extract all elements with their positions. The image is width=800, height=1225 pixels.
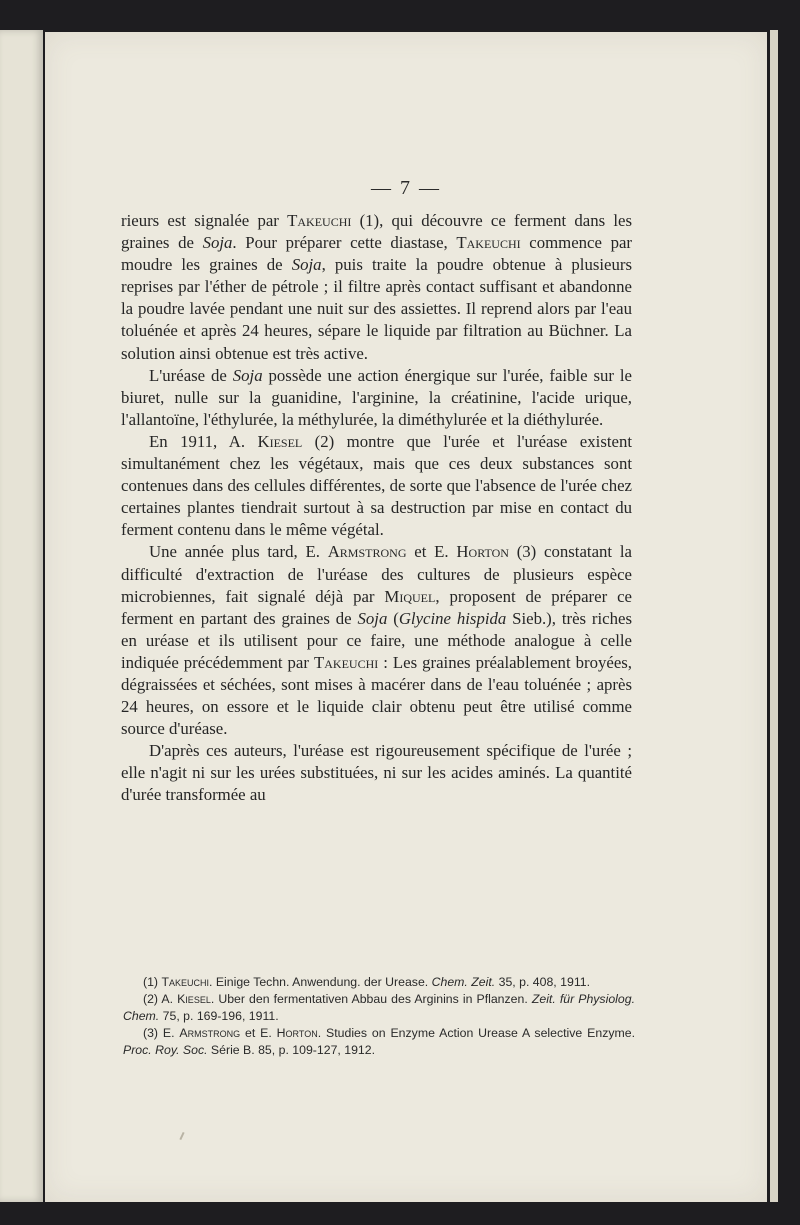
- text-run: L'uréase de: [149, 365, 233, 385]
- paragraph: [121, 740, 632, 806]
- page-number: — 7 —: [371, 177, 441, 199]
- author-name: Horton: [276, 1026, 318, 1040]
- italic-text: Glycine hispida: [398, 608, 507, 628]
- text-run: (3) constatant la difficulté d'extraction de l'uréase des cultures de plusieurs espèce microbiennes, fait signalé déjà par: [121, 542, 632, 606]
- text-run: et E.: [406, 542, 457, 562]
- italic-text: Soja: [232, 365, 263, 385]
- footnote: [123, 974, 635, 991]
- author-name: Takeuchi: [313, 652, 379, 672]
- footnote: [123, 1025, 635, 1059]
- text-run: 35, p. 408, 1911.: [495, 975, 590, 989]
- text-run: , puis traite la poudre obtenue à plusieurs reprises par l'éther de pétrole ; il filtre après contact suffisant et abandonne la poudre lavée pendant une nuit sur des assiettes. Il reprend alors par l'eau toluénée et après 24 heures, sépare le liquide par filtration au Büchner. La solution ainsi obtenue est très active.: [121, 255, 633, 363]
- italic-text: Zeit. für Physiolog. Chem.: [123, 992, 635, 1023]
- author-name: Kiesel: [257, 431, 303, 451]
- text-run: Sieb.), très riches en uréase et ils utilisent pour ce faire, une méthode analogue à celle indiquée précédemment par: [121, 608, 632, 672]
- italic-text: Proc. Roy. Soc.: [123, 1043, 208, 1057]
- text-run: . Einige Techn. Anwendung. der Urease.: [208, 975, 432, 989]
- text-run: et E.: [240, 1026, 277, 1040]
- italic-text: Soja: [291, 255, 322, 275]
- text-run: Série B. 85, p. 109-127, 1912.: [207, 1043, 376, 1057]
- author-name: Takeuchi: [161, 975, 209, 989]
- text-run: (1): [143, 975, 162, 989]
- paragraph: [121, 431, 632, 541]
- text-run: (3) E.: [143, 1026, 180, 1040]
- scan-speck: [179, 1132, 184, 1140]
- text-run: , proposent de préparer ce ferment en partant des graines de: [121, 586, 632, 628]
- text-run: D'après ces auteurs, l'uréase est rigoureusement spécifique de l'urée ; elle n'agit ni sur les urées substituées, ni sur les acides aminés. La quantité d'urée transformée au: [121, 741, 632, 805]
- author-name: Armstrong: [179, 1026, 241, 1040]
- text-run: commence par moudre les graines de: [121, 233, 632, 275]
- author-name: Takeuchi: [456, 233, 521, 253]
- footnotes: [123, 974, 635, 1059]
- facing-page-edge: [0, 30, 43, 1202]
- text-run: (2) A.: [143, 992, 178, 1006]
- text-run: rieurs est signalée par: [121, 211, 288, 230]
- author-name: Horton: [456, 542, 509, 562]
- italic-text: Chem. Zeit.: [431, 975, 496, 989]
- text-run: (: [387, 608, 399, 628]
- text-run: . Uber den fermentativen Abbau des Arginins in Pflanzen.: [210, 992, 532, 1006]
- italic-text: Soja: [202, 233, 233, 253]
- page-edge-right: [770, 30, 778, 1202]
- paragraph: [121, 210, 632, 365]
- text-run: 75, p. 169-196, 1911.: [159, 1009, 279, 1023]
- text-run: possède une action énergique sur l'urée, faible sur le biuret, nulle sur la guanidine, l'arginine, la créatinine, l'acide urique, l'allantoïne, l'éthylurée, la méthylurée, la diméthylurée et la diéthylurée.: [121, 365, 632, 429]
- author-name: Takeuchi: [287, 211, 352, 230]
- footnote: [123, 991, 635, 1025]
- author-name: Kiesel: [177, 992, 211, 1006]
- book-page: [45, 32, 767, 1202]
- text-run: : Les graines préalablement broyées, dégraissées et séchées, sont mises à macérer dans de l'eau toluénée ; après 24 heures, on essore et le liquide clair obtenu peut être utilisé comme source d'uréase.: [121, 652, 632, 739]
- text-run: (1), qui découvre ce ferment dans les graines de: [121, 211, 633, 253]
- text-run: En 1911, A.: [149, 431, 258, 451]
- paragraph: [121, 541, 632, 740]
- italic-text: Soja: [357, 608, 388, 628]
- author-name: Armstrong: [327, 542, 407, 562]
- text-run: Une année plus tard, E.: [149, 542, 328, 562]
- text-run: . Pour préparer cette diastase,: [232, 233, 457, 253]
- text-run: . Studies on Enzyme Action Urease A selective Enzyme.: [317, 1026, 635, 1040]
- author-name: Miquel: [384, 586, 436, 606]
- body-text: [121, 210, 632, 807]
- paragraph: [121, 365, 632, 431]
- text-run: (2) montre que l'urée et l'uréase existent simultanément chez les végétaux, mais que ces deux substances sont contenues dans des cellules différentes, de sorte que l'absence de l'urée chez certaines plantes tiendrait surtout à sa destruction par mise en contact du ferment contenu dans le même végétal.: [121, 431, 633, 540]
